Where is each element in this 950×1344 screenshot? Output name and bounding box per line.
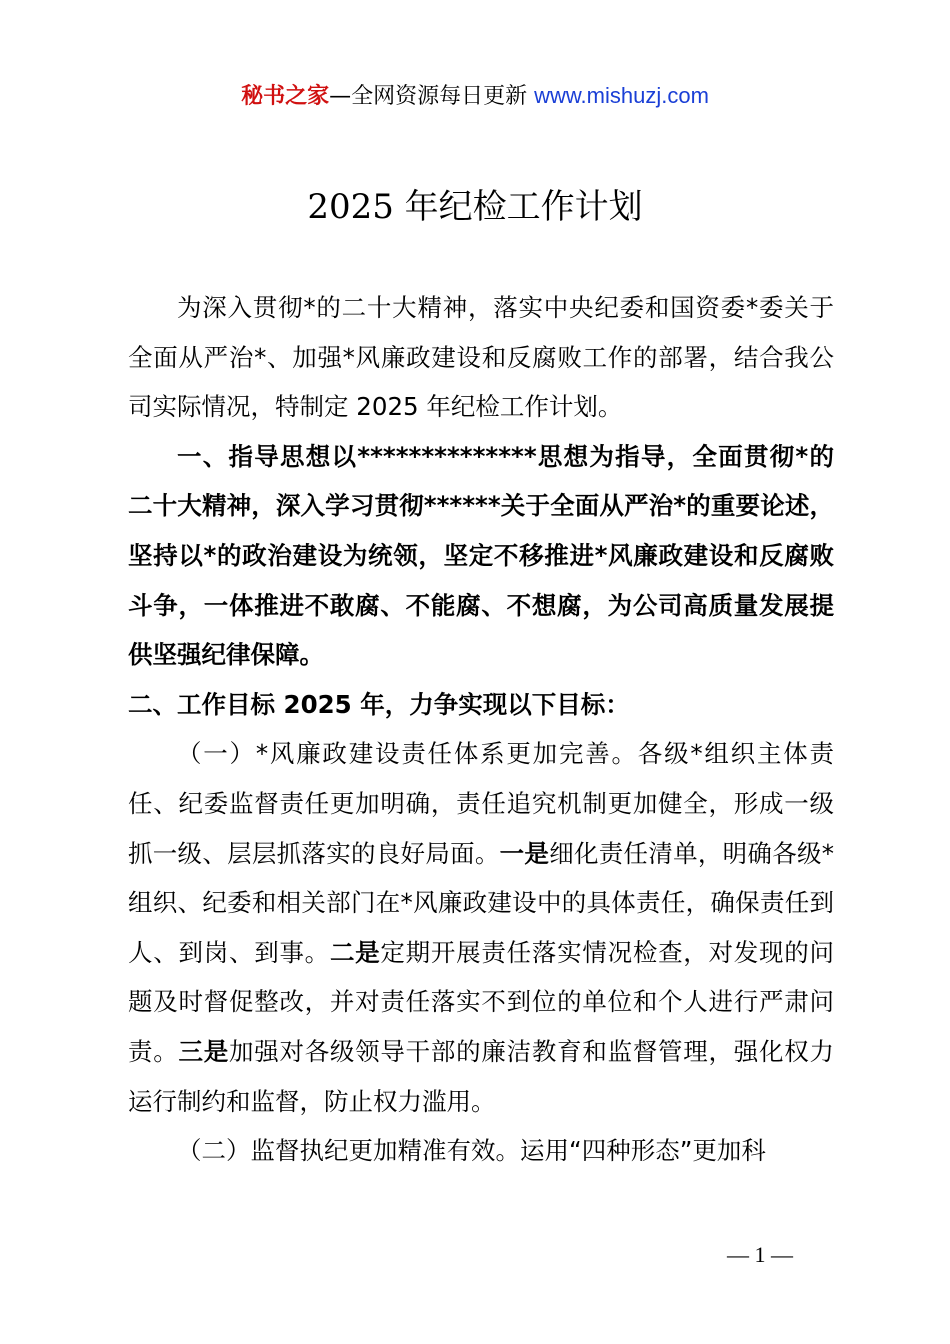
goal-1-paragraph [128,729,834,1126]
site-banner [0,80,950,113]
goal-1-point-2-text: 定期开展责任落实情况检查，对发现的问题及时督促整改，并对责任落实不到位的单位和个人进行严肃问责。 [128,937,835,1066]
page-number: — 1 — [727,1242,793,1267]
intro-paragraph: 为深入贯彻*的二十大精神，落实中央纪委和国资委*委关于全面从严治*、加强*风廉政建设和反腐败工作的部署，结合我公司实际情况，特制定 2025 年纪检工作计划。 [128,293,834,422]
document-title: 2025 年纪检工作计划 [307,187,643,227]
goal-1-point-3-label: 三是 [178,1036,229,1066]
section-guiding-ideology: 一、指导思想以**************思想为指导，全面贯彻*的二十大精神，深入学习贯彻******关于全面从严治*的重要论述，坚持以*的政治建设为统领，坚定不移推进*风廉政建设和反腐败斗争，一体推进不敢腐、不能腐、不想腐，为公司高质量发展提供坚强纪律保障。 [128,441,834,670]
site-tagline: —全网资源每日更新 [329,84,535,109]
goal-1-point-2-label: 二是 [329,937,381,967]
goal-1-point-3-text: 加强对各级领导干部的廉洁教育和监督管理，强化权力运行制约和监督，防止权力滥用。 [128,1036,835,1116]
document-body [128,283,834,1176]
goal-2-paragraph: （二）监督执纪更加精准有效。运用“四种形态”更加科 [177,1136,766,1166]
goal-1-point-1-text: 细化责任清单，明确各级*组织、纪委和相关部门在*风廉政建设中的具体责任，确保责任到人、到岗、到事。 [128,838,835,967]
goal-1-point-1-label: 一是 [499,838,550,868]
section-work-goals-heading: 二、工作目标 2025 年，力争实现以下目标： [128,689,630,719]
goal-1-lead: （一）*风廉政建设责任体系更加完善。各级*组织主体责任、纪委监督责任更加明确，责任追究机制更加健全，形成一级抓一级、层层抓落实的良好局面。 [128,739,834,868]
site-url-link[interactable]: www.mishuzj.com [534,83,709,108]
site-brand-name: 秘书之家 [241,84,330,109]
